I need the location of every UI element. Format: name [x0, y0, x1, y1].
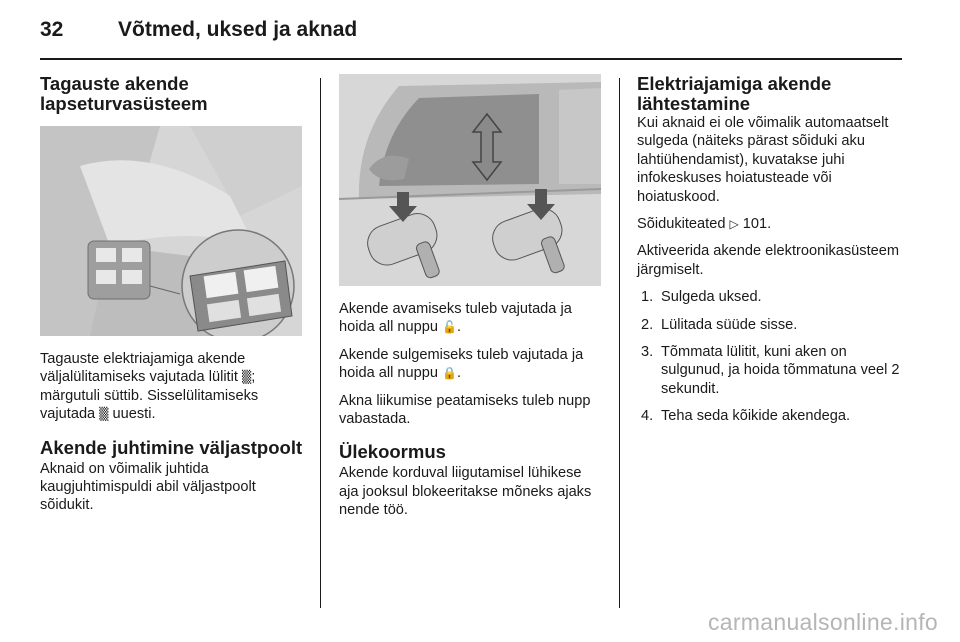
- section-heading-external-control: Akende juhtimine väljastpoolt: [40, 436, 303, 458]
- paragraph-open-windows: Akende avamiseks tuleb vajutada ja hoida all nuppu 🔓.: [339, 301, 572, 336]
- remote-key-figure: [339, 74, 601, 286]
- page-number: 32: [40, 18, 64, 41]
- lock-key-icon: 🔒: [442, 366, 458, 381]
- section-heading-child-lock: Tagauste akende lapseturvasüsteem: [40, 73, 208, 114]
- list-item: 3. Tõmmata lülitit, kuni aken on sulgunud, ja hoida tõmmatuna veel 2 sekundit.: [641, 344, 900, 397]
- paragraph-activate: Aktiveerida akende elektroonikasüsteem järgmiselt.: [637, 243, 900, 278]
- column-3: [637, 74, 907, 435]
- page-title: Võtmed, uksed ja aknad: [118, 18, 358, 41]
- column-1: [40, 74, 306, 524]
- section-heading-overload: Ülekoormus: [339, 441, 446, 463]
- list-item: 2. Lülitada süüde sisse.: [641, 316, 798, 333]
- paragraph-vehicle-messages: Sõidukiteated ▷ 101.: [637, 216, 772, 233]
- child-lock-window-icon: ▒: [241, 370, 252, 385]
- paragraph-child-lock: Tagauste elektriajamiga akende väljalülitamiseks vajutada lülitit ▒; märgutuli süttib. Sisselülitamiseks vajutada ▒ uuesti.: [40, 351, 259, 423]
- page-header: [40, 18, 902, 48]
- paragraph-stop-movement: Akna liikumise peatamiseks tuleb nupp vabastada.: [339, 392, 591, 428]
- unlock-key-icon: 🔓: [442, 320, 458, 335]
- paragraph-overload: Akende korduval liigutamisel lühikese aja jooksul blokeeritakse mõneks ajaks nende töö.: [339, 465, 592, 519]
- column-divider-1: [320, 78, 321, 608]
- paragraph-external-control: Aknaid on võimalik juhtida kaugjuhtimispuldi abil väljastpoolt sõidukit.: [40, 460, 256, 514]
- paragraph-reset-intro: Kui aknaid ei ole võimalik automaatselt sulgeda (näiteks pärast sõiduki aku lahtiühendamist), kuvatakse juhi infokeskuses hoiatusteade või hoiatuskood.: [637, 115, 889, 205]
- child-lock-window-icon: ▒: [99, 407, 109, 422]
- watermark: carmanualsonline.info: [707, 609, 938, 635]
- header-divider: [40, 58, 902, 60]
- section-heading-reset: Elektriajamiga akende lähtestamine: [637, 73, 832, 114]
- door-switch-figure: [40, 126, 302, 336]
- page-reference-icon: ▷: [729, 217, 739, 232]
- column-2: [339, 74, 605, 529]
- column-divider-2: [619, 78, 620, 608]
- list-item: 4. Teha seda kõikide akendega.: [641, 408, 851, 425]
- paragraph-close-windows: Akende sulgemiseks tuleb vajutada ja hoida all nuppu 🔒.: [339, 346, 584, 382]
- list-item: 1. Sulgeda uksed.: [641, 289, 762, 306]
- reset-steps-list: [637, 288, 907, 425]
